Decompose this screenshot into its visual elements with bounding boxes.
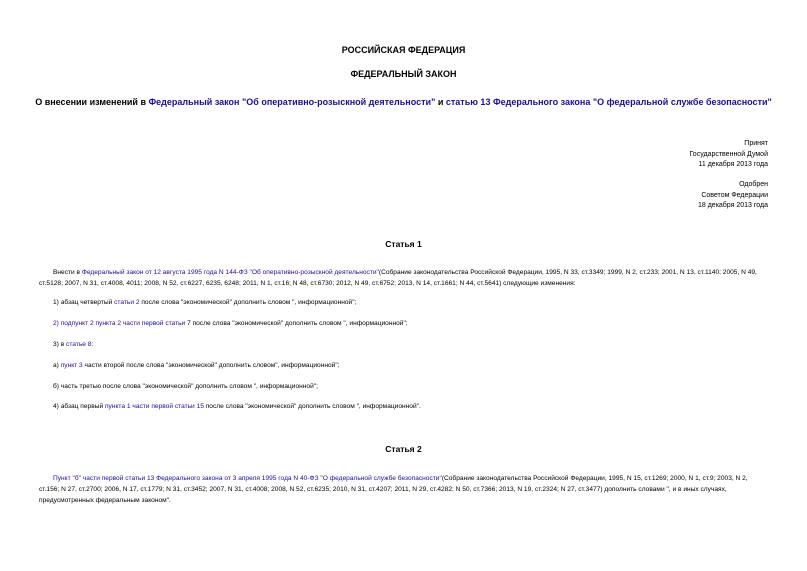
approved-line-3: 18 декабря 2013 года [697,202,768,209]
item-1-link[interactable]: статьи 2 [114,299,140,306]
item-6-post: после слова "экономической" дополнить словом ", информационной". [203,403,421,410]
article-1-intro-post: (Собрание законодательства Российской Федерации, 1995, N 33, ст.3349; 1999, N 2, ст.233; 2001, N 13, ст.1140; 2005, N 49, ст.5128; 2007, N 31, ст.4008, 4011; 2008, N 52, ст.6227, 6235, 6248; 2011, N 1, ст.16; N 48, ст.6730; 2012, N 49, ст.6752; 2013, N 14, ст.1661; N 44, ст.5641) следующие изменения: [39,269,757,287]
item-2-post: 7 после слова "экономической" дополнить словом ", информационной"; [185,320,408,327]
subtitle-text-1: О внесении изменений в [35,97,149,107]
article-1-intro [39,267,769,289]
article-1-item-3 [53,341,93,348]
accepted-line-2: Государственной Думой [689,150,768,158]
subtitle-link-ord[interactable]: Федеральный закон "Об оперативно-розыскной деятельности" [148,97,436,107]
item-3-link[interactable]: статье 8 [66,341,92,348]
article-1-item-1 [53,299,356,306]
subtitle-text-2: и [435,97,446,107]
item-4-pre: а) [53,362,61,369]
accepted-line-3: 11 декабря 2013 года [698,161,768,168]
article-1-heading: Статья 1 [385,239,422,249]
item-6-pre: 4) абзац первый [53,403,105,410]
country-title: РОССИЙСКАЯ ФЕДЕРАЦИЯ [341,45,466,55]
article-1-item-4 [53,362,340,369]
article-1-item-2 [53,320,408,327]
article-1-item-6 [53,403,421,410]
approved-block [698,180,768,212]
item-1-post: после слова "экономической" дополнить словом ", информационной"; [139,299,357,306]
item-6-link[interactable]: пункта 1 части первой статьи 15 [104,403,204,410]
law-type-title: ФЕДЕРАЛЬНЫЙ ЗАКОН [350,69,457,79]
article-1-law-link[interactable]: Федеральный закон от 12 августа 1995 года N 144-ФЗ "Об оперативно-розыскной деятельности" [81,269,379,276]
item-3-pre: 3) в [53,341,67,348]
article-2-heading: Статья 2 [385,444,422,454]
item-4-link[interactable]: пункт 3 [60,362,83,369]
item-4-post: части второй после слова "экономической" дополнить словом", информационной"; [82,362,340,369]
accepted-line-1: Принят [744,140,768,147]
approved-line-2: Советом Федерации [701,191,768,199]
accepted-block [689,139,768,171]
article-2-body [39,473,769,506]
article-2-link[interactable]: Пункт "б" части первой статьи 13 Федерального закона от 3 апреля 1995 года N 40-ФЗ "О федеральной службе безопасности" [53,475,442,482]
subtitle-link-fsb[interactable]: статью 13 Федерального закона "О федеральной службе безопасности" [445,97,772,107]
approved-line-1: Одобрен [739,181,768,188]
law-subtitle [0,97,807,107]
article-2-post: (Собрание законодательства Российской Федерации, 1995, N 15, ст.1269; 2000, N 1, ст.9; 2003, N 2, ст.156; N 27, ст.2700; 2006, N 17, ст.1779; N 31, ст.3452; 2007, N 31, ст.4008; 2008, N 52, ст.6235; 2010, N 31, ст.4207; 2011, N 29, ст.4282; N 50, ст.7366; 2013, N 19, ст.2324; N 27, ст.3477) дополнить словами ", и в иных случаях, предусмотренных федеральным законом". [39,475,748,504]
item-3-post: : [91,341,94,348]
item-2-link[interactable]: 2) подпункт 2 пункта 2 части первой статьи [53,320,186,327]
article-1-intro-pre: Внести в [53,269,82,276]
item-1-pre: 1) абзац четвертый [53,299,115,306]
article-1-item-5: б) часть третью после слова "экономической" дополнить словом ", информационной"; [53,383,318,390]
